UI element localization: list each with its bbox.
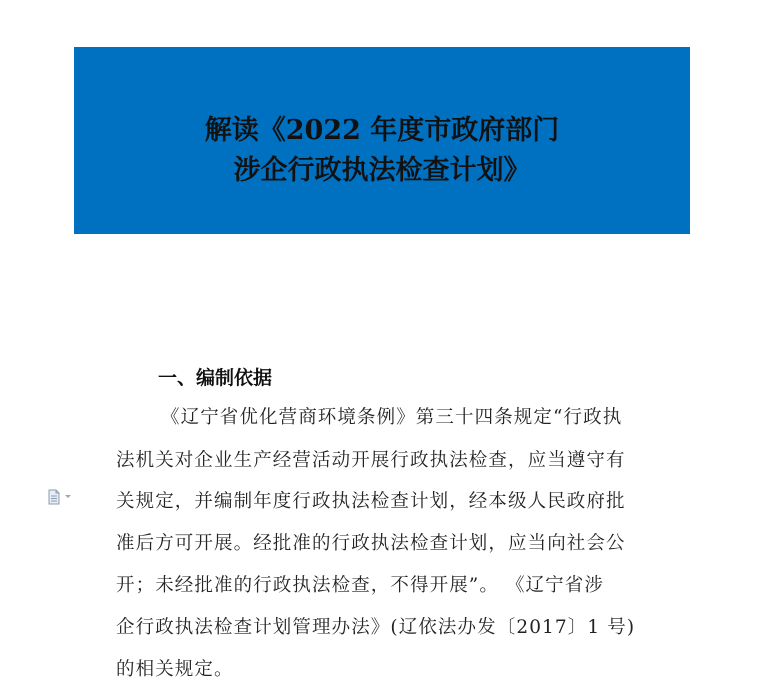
paragraph-line: 《辽宁省优化营商环境条例》第三十四条规定“行政执 [161, 407, 623, 428]
document-title-line-1: 解读《2022 年度市政府部门 [204, 115, 560, 146]
paragraph-line: 的相关规定。 [116, 659, 234, 680]
paragraph-line: 关规定，并编制年度行政执法检查计划，经本级人民政府批 [116, 491, 626, 512]
paragraph-line: 企行政执法检查计划管理办法》(辽依法办发〔2017〕1 号) [116, 617, 636, 638]
document-icon [47, 489, 77, 505]
title-banner [74, 47, 690, 234]
paragraph-line: 准后方可开展。经批准的行政执法检查计划，应当向社会公 [116, 533, 626, 554]
paragraph-line: 法机关对企业生产经营活动开展行政执法检查，应当遵守有 [116, 450, 626, 471]
paragraph-line: 开；未经批准的行政执法检查，不得开展”。 《辽宁省涉 [116, 575, 604, 596]
section-heading: 一、编制依据 [158, 367, 273, 389]
paragraph-options-button[interactable] [47, 489, 77, 505]
chevron-down-icon [65, 495, 71, 498]
document-title-line-2: 涉企行政执法检查计划》 [233, 155, 531, 186]
